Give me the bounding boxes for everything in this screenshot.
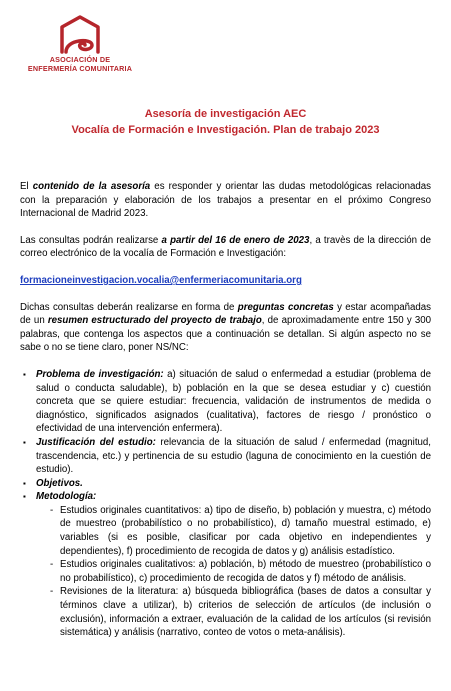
list-item-objetivos: ▪ Objetivos. — [30, 477, 431, 491]
title-line-1: Asesoría de investigación AEC — [144, 108, 307, 120]
sublist-item: - Revisiones de la literatura: a) búsqueda bibliográfica (bases de datos a consultar y términos clave a utilizar), b) criterios de selección de artículos (de inclusión o exclusión), información a extraer, evaluación de la calidad de los artículos (si revisión sistemática) y análisis (narrativo, conteo de votos o meta-análisis). — [50, 585, 431, 639]
list-item-problema: ▪ Problema de investigación: a) situación de salud o enfermedad a estudiar (problema de salud o conducta saludable), b) población en la que se desea estudiar y c) cuestión concreta que se quiere estudiar: frecuencia, validación de instrumentos de medida o diagnóstico, significados asignados (cualitativa), factores de riesgo / pronóstico o efectividad de una intervención enfermera). — [30, 368, 431, 436]
sublist-item: - Estudios originales cuantitativos: a) tipo de diseño, b) población y muestra, c) método de muestreo (probabilístico o no probabilístico), d) tamaño muestral estimado, e) variables (si es posible, clasificar por cada objetivo en independientes y dependientes), f) procedimiento de recogida de datos y g) análisis estadístico. — [50, 504, 431, 558]
requirements-paragraph: Dichas consultas deberán realizarse en forma de preguntas concretas y estar acompañadas de un resumen estructurado del proyecto de trabajo, de aproximadamente entre 150 y 300 palabras, que contenga los aspectos que a continuación se detallan. Si algún aspecto no se sabe o no se tiene claro, poner NS/NC: — [20, 301, 431, 354]
spiral-logo-icon — [57, 14, 103, 54]
emphasis-preguntas: preguntas concretas — [237, 301, 334, 313]
methodology-sublist — [36, 504, 431, 640]
logo-wordmark — [20, 56, 140, 73]
intro-paragraph: El contenido de la asesoría es responder y orientar las dudas metodológicas relacionadas con la preparación y elaboración de los trabajos a presentar en el próximo Congreso Internacional de Madrid 2023. — [20, 181, 431, 220]
list-item-justificacion: ▪ Justificación del estudio: relevancia de la situación de salud / enfermedad (magnitud, trascendencia, etc.) y pertinencia de su estudio (laguna de conocimiento en la cuestión de estudio). — [30, 436, 431, 477]
title-line-2: Vocalía de Formación e Investigación. Plan de trabajo 2023 — [71, 124, 380, 136]
logo-line-1: ASOCIACIÓN DE — [49, 55, 111, 64]
document-body — [20, 180, 431, 640]
aspects-list — [20, 368, 431, 640]
dates-paragraph: Las consultas podrán realizarse a partir del 16 de enero de 2023, a travès de la dirección de correo electrónico de la vocalía de Formación e Investigación: — [20, 234, 431, 260]
sublist-item: - Estudios originales cualitativos: a) población, b) método de muestreo (probabilístico o no probabilístico), c) procedimiento de recogida de datos y f) método de análisis. — [50, 558, 431, 585]
emphasis-resumen: resumen estructurado del proyecto de trabajo — [47, 315, 262, 327]
document-title — [20, 106, 431, 138]
email-link[interactable]: formacioneinvestigacion.vocalia@enfermeriacomunitaria.org — [20, 274, 302, 286]
email-paragraph — [20, 274, 431, 288]
list-item-metodologia: ▪ Metodología: - Estudios originales cuantitativos: a) tipo de diseño, b) población y muestra, c) método de muestreo (probabilístico o no probabilístico), d) tamaño muestral estimado, e) variables (si es posible, clasificar por cada objetivo en independientes y dependientes), f) procedimiento de recogida de datos y g) análisis estadístico. - Estudios originales cualitativos: a) población, b) método de muestreo (probabilístico o no probabilístico), c) procedimiento de recogida de datos y f) método de análisis. - Revisiones de la literatura: a) búsqueda bibliográfica (bases de datos a consultar y términos clave a utilizar), b) criterios de selección de artículos (de inclusión o exclusión), información a extraer, evaluación de la calidad de los artículos (si revisión sistemática) y análisis (narrativo, conteo de votos o meta-análisis). — [30, 490, 431, 640]
logo-line-2: ENFERMERÍA COMUNITARIA — [27, 63, 133, 73]
emphasis-contenido: contenido de la asesoría — [32, 181, 151, 192]
emphasis-fecha: a partir del 16 de enero de 2023 — [161, 234, 310, 246]
aec-logo — [20, 14, 140, 73]
